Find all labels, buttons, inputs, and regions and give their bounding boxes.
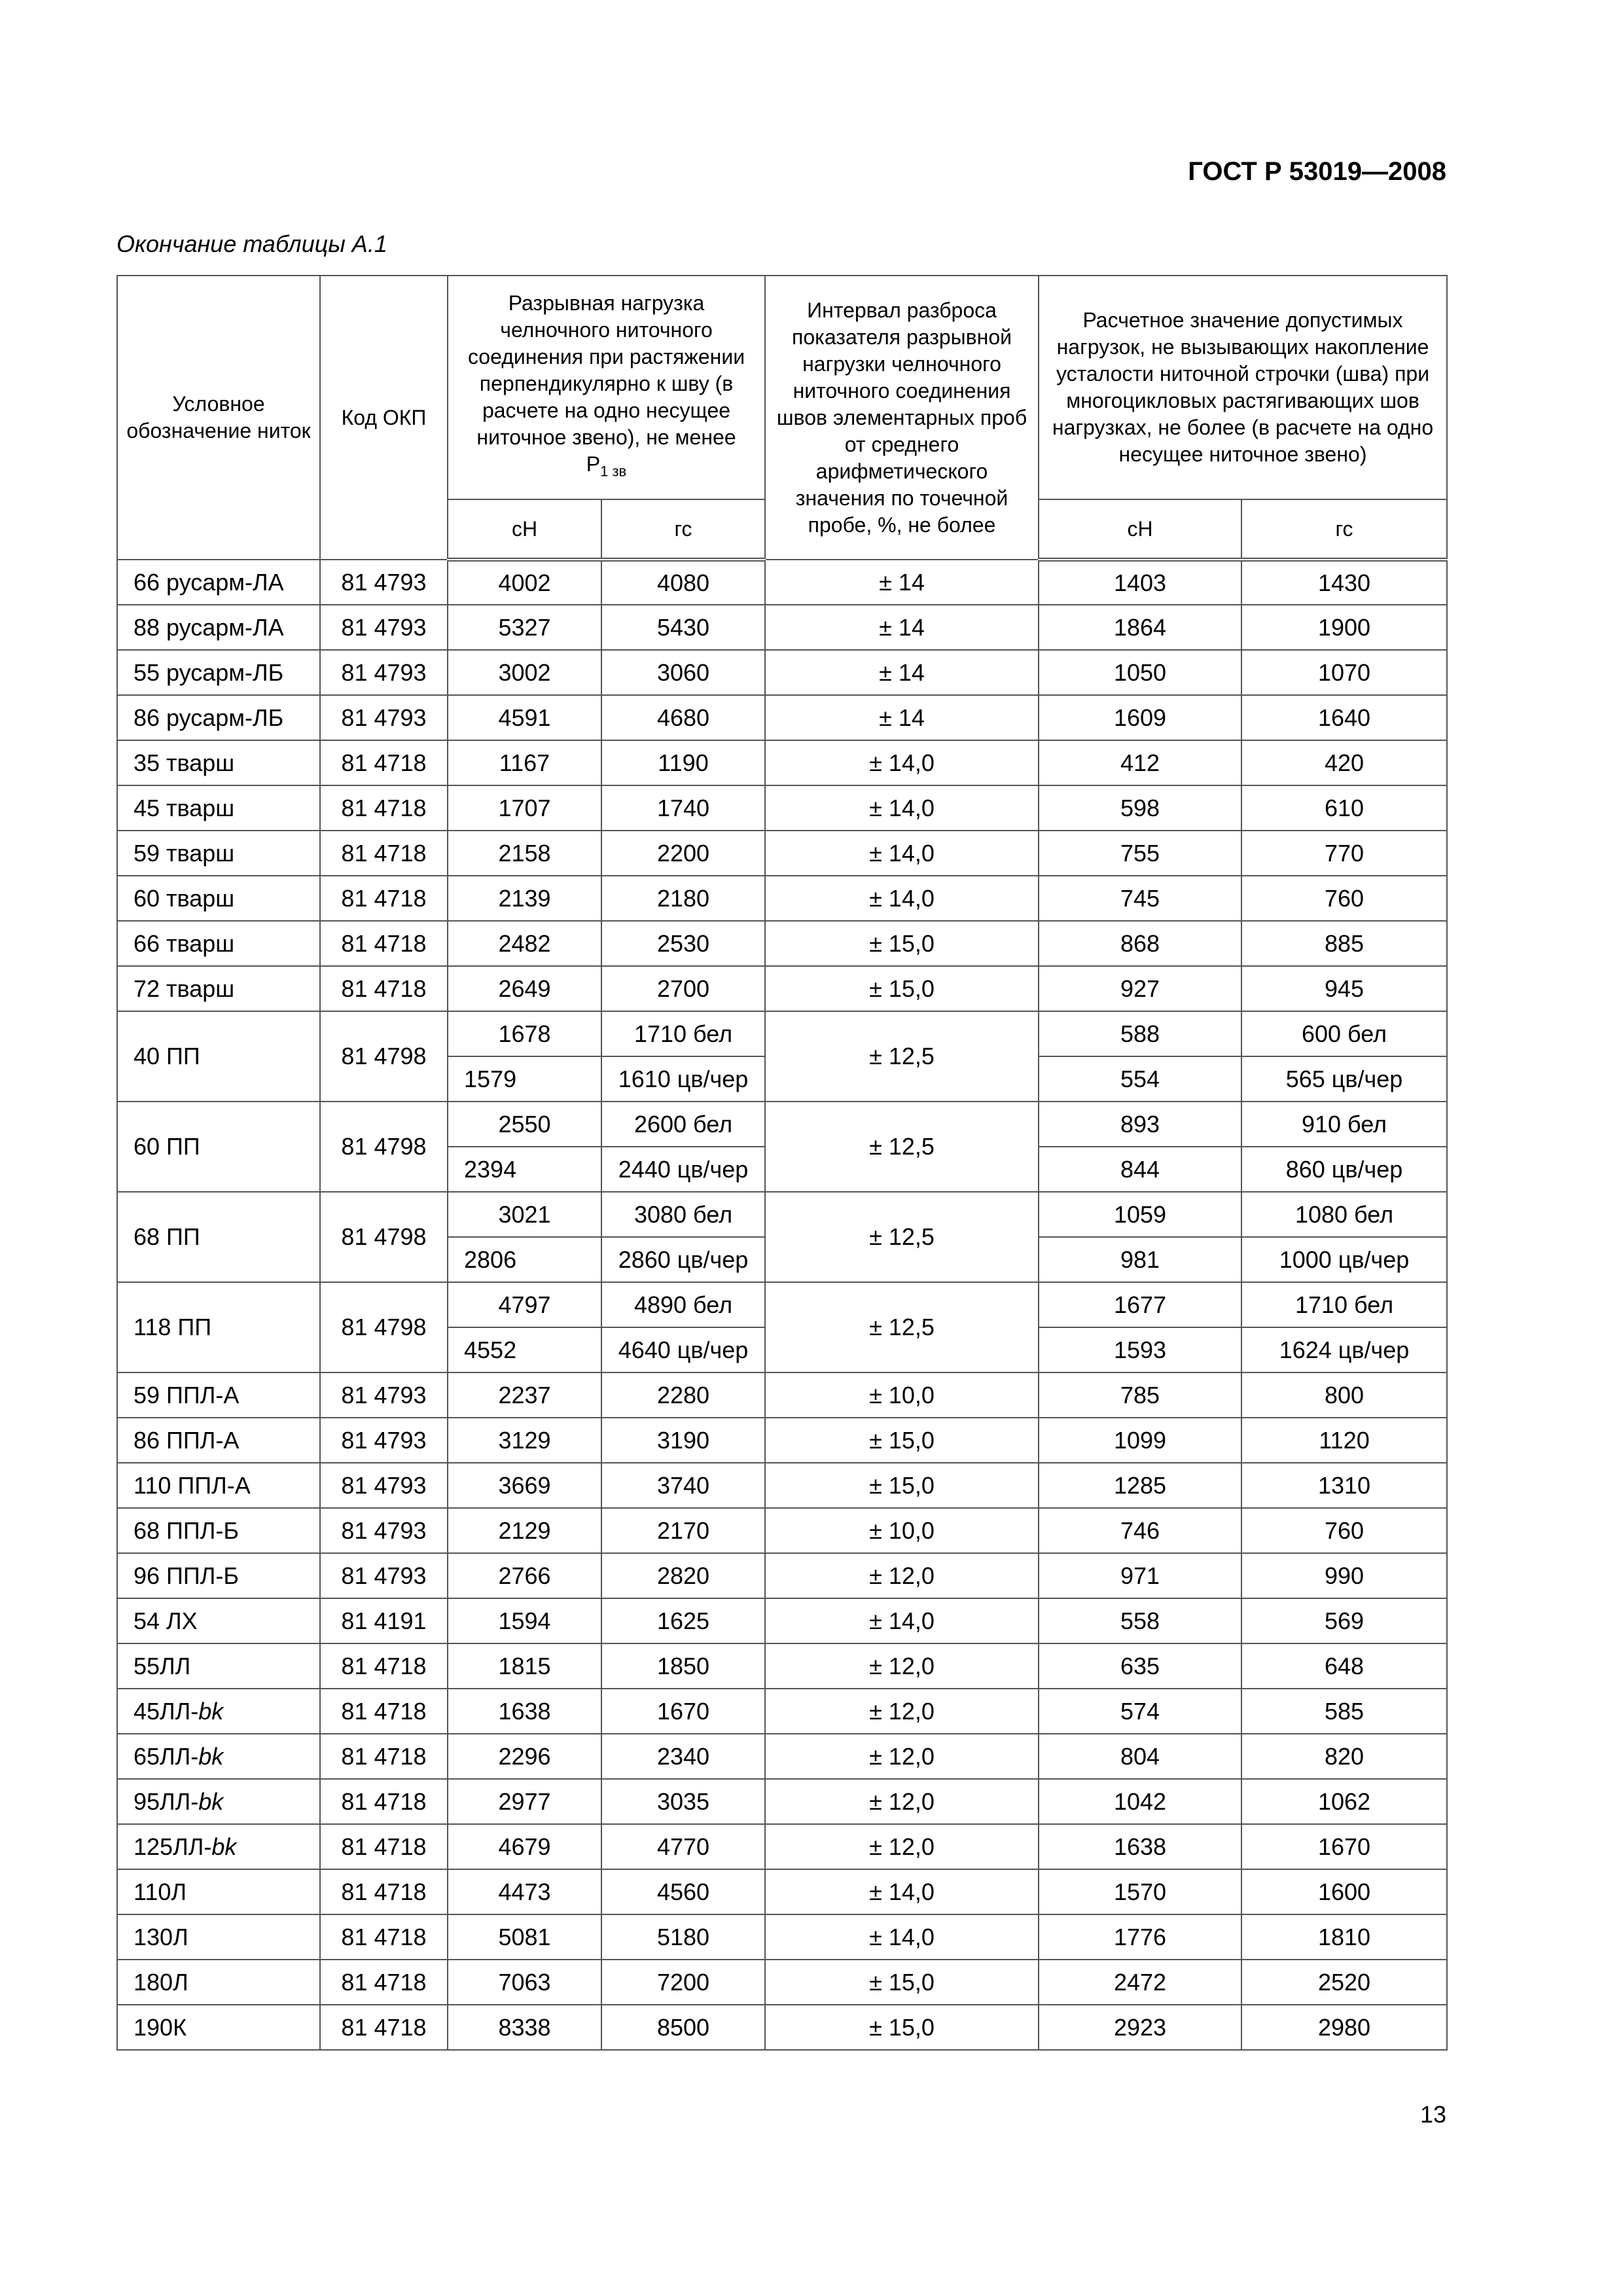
designation-text: 35 тварш <box>134 749 235 776</box>
cell-load-gs: 3740 <box>601 1463 765 1508</box>
table-row <box>117 1282 1447 1327</box>
cell-allowable-gs: 610 <box>1241 785 1447 831</box>
designation-text: 125ЛЛ- <box>134 1833 212 1860</box>
cell-okp: 81 4718 <box>320 831 448 876</box>
cell-load-cn: 2139 <box>448 876 601 921</box>
cell-okp: 81 4718 <box>320 1869 448 1914</box>
table-row <box>117 1553 1447 1598</box>
cell-okp: 81 4191 <box>320 1598 448 1643</box>
designation-text: 130Л <box>134 1923 188 1950</box>
cell-allowable-cn: 554 <box>1039 1056 1241 1102</box>
table-row <box>117 1643 1447 1689</box>
table-row <box>117 1869 1447 1914</box>
cell-interval: ± 14 <box>765 650 1039 695</box>
designation-text: 180Л <box>134 1968 188 1996</box>
cell-okp: 81 4793 <box>320 605 448 650</box>
cell-load-cn: 4797 <box>448 1282 601 1327</box>
cell-interval: ± 14,0 <box>765 1598 1039 1643</box>
cell-load-gs: 1190 <box>601 740 765 785</box>
cell-allowable-gs: 1080 бел <box>1241 1192 1447 1237</box>
cell-designation <box>117 605 320 650</box>
cell-allowable-gs: 585 <box>1241 1689 1447 1734</box>
table-row <box>117 1734 1447 1779</box>
cell-allowable-cn: 804 <box>1039 1734 1241 1779</box>
cell-load-cn: 2394 <box>448 1147 601 1192</box>
designation-suffix: bk <box>198 1787 224 1815</box>
cell-allowable-gs: 2520 <box>1241 1960 1447 2005</box>
cell-load-gs: 4680 <box>601 695 765 740</box>
cell-load-gs: 2600 бел <box>601 1102 765 1147</box>
cell-allowable-gs: 1120 <box>1241 1418 1447 1463</box>
cell-designation <box>117 1734 320 1779</box>
designation-text: 59 ППЛ-А <box>134 1381 240 1408</box>
cell-load-gs: 3080 бел <box>601 1192 765 1237</box>
cell-load-cn: 2550 <box>448 1102 601 1147</box>
cell-load-cn: 4591 <box>448 695 601 740</box>
cell-load-cn: 4679 <box>448 1824 601 1869</box>
cell-allowable-cn: 1050 <box>1039 650 1241 695</box>
designation-text: 45 тварш <box>134 794 235 821</box>
cell-allowable-gs: 820 <box>1241 1734 1447 1779</box>
cell-okp: 81 4793 <box>320 1508 448 1553</box>
table-row <box>117 785 1447 831</box>
breaking-load-subscript: 1 зв <box>600 463 627 480</box>
cell-load-gs: 7200 <box>601 1960 765 2005</box>
cell-allowable-cn: 971 <box>1039 1553 1241 1598</box>
breaking-load-symbol: Р <box>586 452 601 476</box>
cell-interval: ± 14,0 <box>765 831 1039 876</box>
cell-okp: 81 4793 <box>320 1418 448 1463</box>
cell-okp: 81 4718 <box>320 2005 448 2050</box>
cell-designation <box>117 966 320 1011</box>
table-body <box>117 560 1447 2050</box>
cell-interval: ± 14 <box>765 605 1039 650</box>
cell-interval: ± 12,5 <box>765 1192 1039 1282</box>
designation-text: 86 ППЛ-А <box>134 1426 240 1454</box>
cell-allowable-gs: 420 <box>1241 740 1447 785</box>
cell-allowable-cn: 1638 <box>1039 1824 1241 1869</box>
cell-load-gs: 8500 <box>601 2005 765 2050</box>
table-row <box>117 1824 1447 1869</box>
designation-text: 68 ППЛ-Б <box>134 1516 240 1544</box>
cell-allowable-cn: 844 <box>1039 1147 1241 1192</box>
cell-allowable-cn: 2472 <box>1039 1960 1241 2005</box>
cell-allowable-gs: 800 <box>1241 1372 1447 1418</box>
cell-load-gs: 2200 <box>601 831 765 876</box>
cell-load-gs: 4770 <box>601 1824 765 1869</box>
cell-designation <box>117 1779 320 1824</box>
header-unit-cn: сН <box>448 499 601 560</box>
cell-okp: 81 4718 <box>320 921 448 966</box>
cell-allowable-gs: 910 бел <box>1241 1102 1447 1147</box>
cell-allowable-cn: 1059 <box>1039 1192 1241 1237</box>
cell-load-gs: 4560 <box>601 1869 765 1914</box>
cell-allowable-cn: 1099 <box>1039 1418 1241 1463</box>
cell-load-gs: 1670 <box>601 1689 765 1734</box>
cell-load-cn: 1678 <box>448 1011 601 1056</box>
cell-okp: 81 4798 <box>320 1102 448 1192</box>
cell-interval: ± 14,0 <box>765 785 1039 831</box>
cell-okp: 81 4718 <box>320 1960 448 2005</box>
cell-load-cn: 3669 <box>448 1463 601 1508</box>
cell-allowable-cn: 1677 <box>1039 1282 1241 1327</box>
cell-load-cn: 2482 <box>448 921 601 966</box>
cell-allowable-cn: 1403 <box>1039 560 1241 605</box>
designation-suffix: bk <box>198 1742 224 1770</box>
cell-allowable-cn: 745 <box>1039 876 1241 921</box>
designation-text: 65ЛЛ- <box>134 1742 199 1770</box>
cell-interval: ± 15,0 <box>765 1418 1039 1463</box>
cell-allowable-cn: 2923 <box>1039 2005 1241 2050</box>
cell-okp: 81 4718 <box>320 1734 448 1779</box>
table-row <box>117 1914 1447 1960</box>
cell-okp: 81 4793 <box>320 1553 448 1598</box>
table-row <box>117 1960 1447 2005</box>
cell-okp: 81 4793 <box>320 1372 448 1418</box>
cell-load-cn: 1815 <box>448 1643 601 1689</box>
cell-interval: ± 12,0 <box>765 1734 1039 1779</box>
designation-text: 45ЛЛ- <box>134 1697 199 1725</box>
cell-allowable-cn: 746 <box>1039 1508 1241 1553</box>
cell-load-cn: 1707 <box>448 785 601 831</box>
cell-load-gs: 2820 <box>601 1553 765 1598</box>
table-row <box>117 695 1447 740</box>
cell-load-gs: 2280 <box>601 1372 765 1418</box>
cell-load-gs: 3060 <box>601 650 765 695</box>
cell-load-cn: 4002 <box>448 560 601 605</box>
cell-load-gs: 4640 цв/чер <box>601 1327 765 1372</box>
cell-load-gs: 4890 бел <box>601 1282 765 1327</box>
cell-interval: ± 12,0 <box>765 1643 1039 1689</box>
table-row <box>117 2005 1447 2050</box>
cell-designation <box>117 831 320 876</box>
cell-allowable-cn: 558 <box>1039 1598 1241 1643</box>
cell-allowable-cn: 785 <box>1039 1372 1241 1418</box>
cell-allowable-gs: 1600 <box>1241 1869 1447 1914</box>
cell-load-cn: 2296 <box>448 1734 601 1779</box>
cell-allowable-gs: 600 бел <box>1241 1011 1447 1056</box>
cell-allowable-gs: 1430 <box>1241 560 1447 605</box>
page-number: 13 <box>1419 2101 1446 2128</box>
cell-designation <box>117 1824 320 1869</box>
cell-allowable-gs: 760 <box>1241 1508 1447 1553</box>
cell-designation <box>117 1689 320 1734</box>
cell-designation <box>117 1553 320 1598</box>
designation-suffix: bk <box>198 1697 224 1725</box>
cell-interval: ± 12,0 <box>765 1553 1039 1598</box>
cell-allowable-gs: 885 <box>1241 921 1447 966</box>
cell-okp: 81 4793 <box>320 695 448 740</box>
designation-text: 86 русарм-ЛБ <box>134 704 284 731</box>
header-okp-code: Код ОКП <box>320 276 448 560</box>
cell-allowable-cn: 981 <box>1039 1237 1241 1282</box>
cell-allowable-gs: 648 <box>1241 1643 1447 1689</box>
header-allowable-load: Расчетное значение допустимых нагрузок, не вызывающих накопление усталости ниточной строчки (шва) при многоцикловых растягивающих шов нагрузках, не более (в расчете на одно несущее ниточное звено) <box>1039 276 1447 499</box>
cell-designation <box>117 1914 320 1960</box>
table-row <box>117 1689 1447 1734</box>
cell-interval: ± 14,0 <box>765 1914 1039 1960</box>
cell-allowable-gs: 1624 цв/чер <box>1241 1327 1447 1372</box>
table-row <box>117 560 1447 605</box>
cell-allowable-cn: 412 <box>1039 740 1241 785</box>
cell-load-cn: 2237 <box>448 1372 601 1418</box>
cell-okp: 81 4798 <box>320 1192 448 1282</box>
cell-interval: ± 12,5 <box>765 1011 1039 1102</box>
cell-load-cn: 8338 <box>448 2005 601 2050</box>
cell-allowable-cn: 868 <box>1039 921 1241 966</box>
table-row <box>117 1463 1447 1508</box>
cell-interval: ± 10,0 <box>765 1508 1039 1553</box>
cell-okp: 81 4793 <box>320 560 448 605</box>
cell-allowable-cn: 588 <box>1039 1011 1241 1056</box>
cell-designation <box>117 1418 320 1463</box>
cell-interval: ± 10,0 <box>765 1372 1039 1418</box>
designation-text: 88 русарм-ЛА <box>134 613 284 641</box>
cell-load-cn: 3002 <box>448 650 601 695</box>
breaking-load-text: Разрывная нагрузка челночного ниточного соединения при растяжении перпендикулярно к шву (в расчете на одно несущее ниточное звено), не менее <box>467 291 745 450</box>
table-row <box>117 1102 1447 1147</box>
cell-allowable-cn: 927 <box>1039 966 1241 1011</box>
cell-allowable-gs: 760 <box>1241 876 1447 921</box>
cell-load-cn: 1579 <box>448 1056 601 1102</box>
cell-okp: 81 4718 <box>320 1779 448 1824</box>
cell-load-gs: 5180 <box>601 1914 765 1960</box>
table-row <box>117 1508 1447 1553</box>
cell-designation <box>117 740 320 785</box>
cell-designation <box>117 2005 320 2050</box>
cell-load-gs: 2530 <box>601 921 765 966</box>
table-row <box>117 1598 1447 1643</box>
table-row <box>117 1372 1447 1418</box>
cell-interval: ± 15,0 <box>765 1960 1039 2005</box>
table-row <box>117 1011 1447 1056</box>
cell-designation <box>117 560 320 605</box>
cell-interval: ± 14 <box>765 560 1039 605</box>
designation-text: 110 ППЛ-А <box>134 1471 251 1499</box>
cell-interval: ± 15,0 <box>765 2005 1039 2050</box>
cell-load-cn: 1594 <box>448 1598 601 1643</box>
cell-allowable-gs: 1640 <box>1241 695 1447 740</box>
cell-allowable-cn: 1609 <box>1039 695 1241 740</box>
table-row <box>117 650 1447 695</box>
cell-allowable-cn: 1570 <box>1039 1869 1241 1914</box>
cell-load-cn: 2977 <box>448 1779 601 1824</box>
cell-load-cn: 3021 <box>448 1192 601 1237</box>
cell-load-gs: 2700 <box>601 966 765 1011</box>
cell-load-gs: 3035 <box>601 1779 765 1824</box>
cell-okp: 81 4718 <box>320 785 448 831</box>
cell-allowable-gs: 860 цв/чер <box>1241 1147 1447 1192</box>
header-designation: Условное обозначение ниток <box>117 276 320 560</box>
designation-text: 66 русарм-ЛА <box>134 568 284 596</box>
cell-allowable-cn: 598 <box>1039 785 1241 831</box>
cell-designation <box>117 1598 320 1643</box>
cell-designation <box>117 695 320 740</box>
cell-allowable-gs: 770 <box>1241 831 1447 876</box>
table-row <box>117 605 1447 650</box>
cell-designation <box>117 921 320 966</box>
header-breaking-load <box>448 276 765 499</box>
cell-okp: 81 4718 <box>320 1914 448 1960</box>
document-code: ГОСТ Р 53019—2008 <box>1188 157 1446 186</box>
cell-okp: 81 4718 <box>320 740 448 785</box>
cell-load-gs: 2440 цв/чер <box>601 1147 765 1192</box>
cell-designation: 68 ПП <box>117 1192 320 1282</box>
designation-text: 59 тварш <box>134 839 235 867</box>
cell-allowable-gs: 1310 <box>1241 1463 1447 1508</box>
cell-load-cn: 4552 <box>448 1327 601 1372</box>
cell-interval: ± 14,0 <box>765 1869 1039 1914</box>
cell-allowable-gs: 1062 <box>1241 1779 1447 1824</box>
cell-load-gs: 1740 <box>601 785 765 831</box>
cell-designation <box>117 1508 320 1553</box>
header-unit-cn-allowable: сН <box>1039 499 1241 560</box>
cell-load-cn: 7063 <box>448 1960 601 2005</box>
cell-allowable-gs: 945 <box>1241 966 1447 1011</box>
cell-designation <box>117 1960 320 2005</box>
cell-load-gs: 4080 <box>601 560 765 605</box>
cell-designation <box>117 1643 320 1689</box>
cell-interval: ± 12,0 <box>765 1824 1039 1869</box>
designation-text: 55ЛЛ <box>134 1652 191 1679</box>
table-row <box>117 1418 1447 1463</box>
cell-interval: ± 12,5 <box>765 1282 1039 1372</box>
cell-allowable-cn: 1593 <box>1039 1327 1241 1372</box>
cell-load-cn: 2129 <box>448 1508 601 1553</box>
cell-load-gs: 1710 бел <box>601 1011 765 1056</box>
cell-okp: 81 4718 <box>320 966 448 1011</box>
designation-text: 190К <box>134 2013 187 2041</box>
header-unit-gs: гс <box>601 499 765 560</box>
cell-designation <box>117 876 320 921</box>
designation-text: 60 тварш <box>134 884 235 912</box>
cell-designation <box>117 1463 320 1508</box>
cell-allowable-cn: 1042 <box>1039 1779 1241 1824</box>
cell-designation: 40 ПП <box>117 1011 320 1102</box>
cell-allowable-gs: 569 <box>1241 1598 1447 1643</box>
cell-load-gs: 1625 <box>601 1598 765 1643</box>
cell-load-gs: 2340 <box>601 1734 765 1779</box>
cell-load-cn: 2158 <box>448 831 601 876</box>
cell-load-cn: 1167 <box>448 740 601 785</box>
cell-interval: ± 12,5 <box>765 1102 1039 1192</box>
cell-interval: ± 14 <box>765 695 1039 740</box>
designation-text: 55 русарм-ЛБ <box>134 658 284 686</box>
cell-load-cn: 5081 <box>448 1914 601 1960</box>
cell-allowable-cn: 893 <box>1039 1102 1241 1147</box>
cell-load-gs: 5430 <box>601 605 765 650</box>
designation-text: 110Л <box>134 1878 187 1905</box>
cell-designation <box>117 1869 320 1914</box>
thread-table <box>116 275 1448 2051</box>
cell-load-cn: 3129 <box>448 1418 601 1463</box>
table-row <box>117 740 1447 785</box>
cell-load-cn: 2766 <box>448 1553 601 1598</box>
table-caption: Окончание таблицы А.1 <box>116 230 387 257</box>
cell-okp: 81 4718 <box>320 1689 448 1734</box>
cell-interval: ± 12,0 <box>765 1779 1039 1824</box>
cell-load-gs: 2170 <box>601 1508 765 1553</box>
cell-allowable-gs: 1670 <box>1241 1824 1447 1869</box>
cell-load-gs: 1610 цв/чер <box>601 1056 765 1102</box>
cell-load-gs: 3190 <box>601 1418 765 1463</box>
cell-allowable-cn: 1776 <box>1039 1914 1241 1960</box>
cell-designation: 118 ПП <box>117 1282 320 1372</box>
cell-allowable-gs: 1900 <box>1241 605 1447 650</box>
cell-designation <box>117 650 320 695</box>
cell-allowable-gs: 2980 <box>1241 2005 1447 2050</box>
cell-okp: 81 4718 <box>320 876 448 921</box>
table-row <box>117 921 1447 966</box>
cell-interval: ± 15,0 <box>765 966 1039 1011</box>
cell-interval: ± 14,0 <box>765 876 1039 921</box>
cell-allowable-cn: 755 <box>1039 831 1241 876</box>
cell-okp: 81 4798 <box>320 1011 448 1102</box>
cell-okp: 81 4798 <box>320 1282 448 1372</box>
cell-designation: 60 ПП <box>117 1102 320 1192</box>
designation-text: 96 ППЛ-Б <box>134 1562 240 1589</box>
cell-okp: 81 4793 <box>320 650 448 695</box>
designation-text: 95ЛЛ- <box>134 1787 199 1815</box>
cell-allowable-gs: 565 цв/чер <box>1241 1056 1447 1102</box>
cell-interval: ± 14,0 <box>765 740 1039 785</box>
cell-okp: 81 4718 <box>320 1824 448 1869</box>
cell-allowable-gs: 1710 бел <box>1241 1282 1447 1327</box>
cell-load-cn: 5327 <box>448 605 601 650</box>
cell-allowable-cn: 635 <box>1039 1643 1241 1689</box>
header-unit-gs-allowable: гс <box>1241 499 1447 560</box>
cell-allowable-gs: 1810 <box>1241 1914 1447 1960</box>
cell-load-cn: 1638 <box>448 1689 601 1734</box>
table-row <box>117 831 1447 876</box>
cell-interval: ± 12,0 <box>765 1689 1039 1734</box>
designation-suffix: bk <box>211 1833 237 1860</box>
header-spread-interval: Интервал разброса показателя разрывной нагрузки челночного ниточного соединения швов элементарных проб от среднего арифметического значения по точечной пробе, %, не более <box>765 276 1039 560</box>
cell-allowable-cn: 1864 <box>1039 605 1241 650</box>
designation-text: 72 тварш <box>134 975 235 1002</box>
cell-designation <box>117 1372 320 1418</box>
cell-okp: 81 4718 <box>320 1643 448 1689</box>
cell-load-cn: 2649 <box>448 966 601 1011</box>
table-row <box>117 966 1447 1011</box>
cell-okp: 81 4793 <box>320 1463 448 1508</box>
cell-allowable-gs: 1000 цв/чер <box>1241 1237 1447 1282</box>
cell-load-gs: 1850 <box>601 1643 765 1689</box>
designation-text: 66 тварш <box>134 929 235 957</box>
cell-allowable-gs: 1070 <box>1241 650 1447 695</box>
cell-allowable-cn: 574 <box>1039 1689 1241 1734</box>
cell-allowable-gs: 990 <box>1241 1553 1447 1598</box>
designation-text: 54 ЛХ <box>134 1607 198 1634</box>
table-row <box>117 1192 1447 1237</box>
table-row <box>117 876 1447 921</box>
cell-load-cn: 2806 <box>448 1237 601 1282</box>
cell-interval: ± 15,0 <box>765 921 1039 966</box>
cell-load-gs: 2180 <box>601 876 765 921</box>
cell-load-cn: 4473 <box>448 1869 601 1914</box>
cell-designation <box>117 785 320 831</box>
table-row <box>117 1779 1447 1824</box>
cell-allowable-cn: 1285 <box>1039 1463 1241 1508</box>
cell-load-gs: 2860 цв/чер <box>601 1237 765 1282</box>
cell-interval: ± 15,0 <box>765 1463 1039 1508</box>
